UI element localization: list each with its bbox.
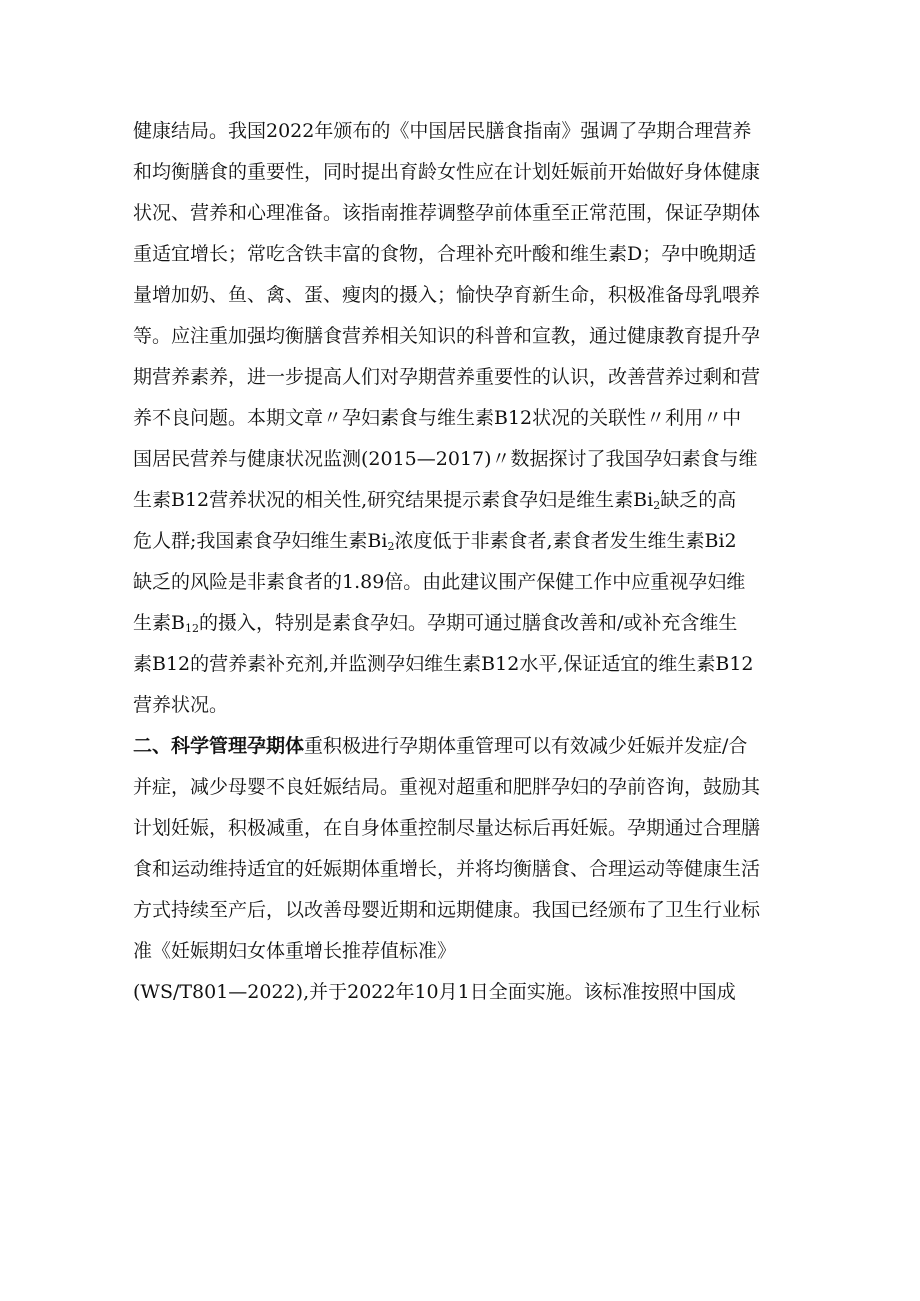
line-text: 的摄入，特别是素食孕妇。孕期可通过膳食改善和/或补充含维生 (198, 612, 738, 634)
paragraph-1-line-8: 养不良问题。本期文章〃孕妇素食与维生素B12状况的关联性〃利用〃中 (133, 407, 742, 429)
paragraph-1-line-3: 状况、营养和心理准备。该指南推荐调整孕前体重至正常范围，保证孕期体 (133, 202, 761, 224)
line-text: 生素B12营养状况的相关性,研究结果提示素食孕妇是维生素Bi (133, 489, 654, 511)
section-2-line-2: 并症，减少母婴不良妊娠结局。重视对超重和肥胖孕妇的孕前咨询，鼓励其 (133, 776, 761, 798)
paragraph-1-line-10 (133, 487, 813, 513)
paragraph-1-line-9: 国居民营养与健康状况监测(2015—2017)〃数据探讨了我国孕妇素食与维 (133, 448, 758, 470)
paragraph-1-line-15: 营养状况。 (133, 694, 229, 716)
paragraph-1-line-13 (133, 610, 813, 636)
paragraph-1-line-5: 量增加奶、鱼、禽、蛋、瘦肉的摄入；愉快孕育新生命，积极准备母乳喂养 (133, 284, 761, 306)
section-2-line-4: 食和运动维持适宜的妊娠期体重增长，并将均衡膳食、合理运动等健康生活 (133, 858, 761, 880)
section-heading: 二、科学管理孕期体 (133, 735, 305, 757)
paragraph-1-line-4: 重适宜增长；常吃含铁丰富的食物，合理补充叶酸和维生素D；孕中晚期适 (133, 243, 757, 265)
paragraph-1-line-14: 素B12的营养素补充剂,并监测孕妇维生素B12水平,保证适宜的维生素B12 (133, 653, 754, 675)
section-2-heading-line (133, 733, 813, 759)
paragraph-1-line-11 (133, 528, 813, 554)
subscript: 2 (387, 540, 395, 553)
section-2-line-6: 准《妊娠期妇女体重增长推荐值标准》 (133, 940, 457, 962)
paragraph-1-line-7: 期营养素养，进一步提高人们对孕期营养重要性的认识，改善营养过剩和营 (133, 366, 761, 388)
section-2-line-5: 方式持续至产后，以改善母婴近期和远期健康。我国已经颁布了卫生行业标 (133, 899, 761, 921)
line-text: 缺乏的高 (660, 489, 737, 511)
line-text: 生素B (133, 612, 185, 634)
line-text: 浓度低于非素食者,素食者发生维生素Bi2 (394, 530, 737, 552)
section-2-line-3: 计划妊娠，积极减重，在自身体重控制尽量达标后再妊娠。孕期通过合理膳 (133, 817, 761, 839)
paragraph-1-line-12: 缺乏的风险是非素食者的1.89倍。由此建议围产保健工作中应重视孕妇维 (133, 571, 746, 593)
line-text: 重积极进行孕期体重管理可以有效减少妊娠并发症/合 (304, 735, 748, 757)
subscript: 12 (184, 622, 199, 635)
paragraph-3-line-1: (WS/T801—2022),并于2022年10月1日全面实施。该标准按照中国成 (133, 981, 736, 1003)
paragraph-1-line-1: 健康结局。我国2022年颁布的《中国居民膳食指南》强调了孕期合理营养 (133, 120, 752, 142)
paragraph-1-line-6: 等。应注重加强均衡膳食营养相关知识的科普和宣教，通过健康教育提升孕 (133, 325, 761, 347)
paragraph-1-line-2: 和均衡膳食的重要性，同时提出育龄女性应在计划妊娠前开始做好身体健康 (133, 161, 761, 183)
line-text: 危人群;我国素食孕妇维生素Bi (133, 530, 388, 552)
subscript: 2 (653, 499, 661, 512)
